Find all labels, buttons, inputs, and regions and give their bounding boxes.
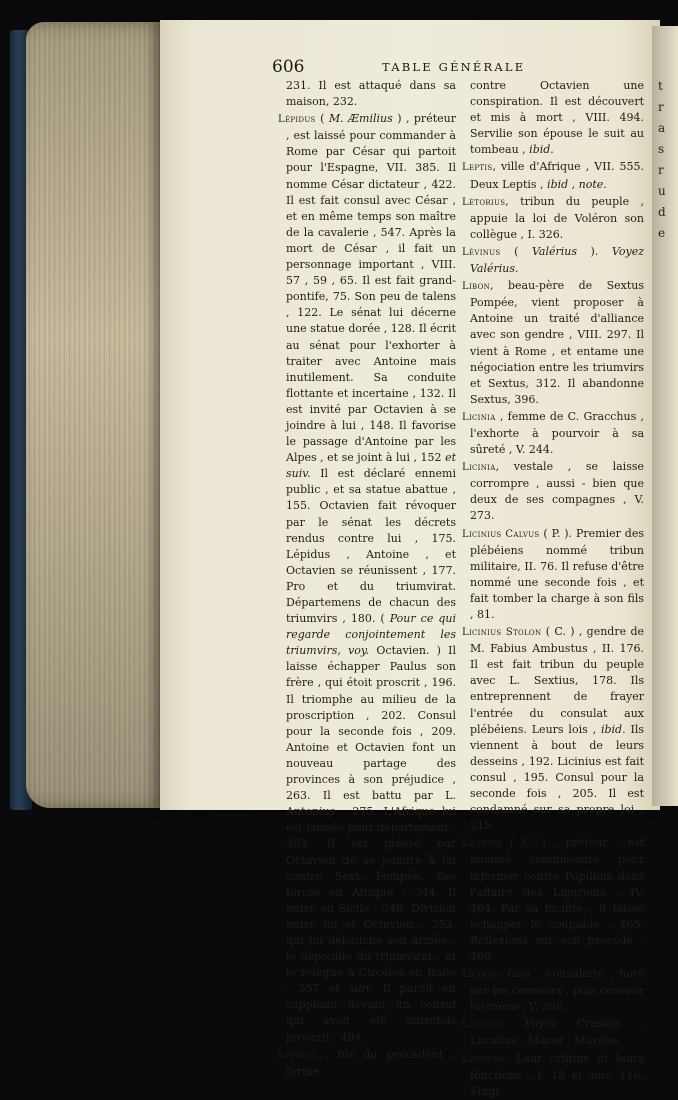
facing-page-letter: r (658, 100, 664, 114)
facing-page-letter: a (658, 121, 666, 135)
index-entry-text: , vestale , se laisse corrompre , aussi - bien que deux de ses compagnes , V. 273. (470, 460, 644, 523)
facing-page-letter: s (658, 142, 665, 156)
index-entry (462, 1016, 644, 1049)
page-header (272, 57, 647, 77)
index-entry (462, 409, 644, 458)
index-entry-text: . Voyez Crassus , Lucullus , Macer , Muréna. (470, 1017, 644, 1048)
index-entry-text: ( P. ). Premier des plébéiens nommé tribun militaire, II. 76. Il refuse d'être nommé une seconde fois , et fait tomber la charge à son fils , 81. (470, 526, 644, 621)
index-entry (462, 1051, 644, 1100)
index-entry-text: contre Octavien une conspiration. Il est découvert et mis à mort , VIII. 494. Servilie son épouse le suit au tombeau , ibid. (470, 79, 644, 157)
index-entry-text: , fils du précédent , forme (286, 1047, 456, 1078)
index-column-right (462, 78, 644, 1100)
index-headword: Licinius Calvus (462, 528, 540, 540)
index-headword: Licinia (462, 462, 496, 474)
index-entry-text: ( C. ) , gendre de M. Fabius Ambustus , II. 176. Il est fait tribun du peuple avec L. Sextius, 178. Ils entreprennent de frayer l'entrée du consulat aux plébéiens. Leurs lois , ibid. Ils viennent à bout de leurs desseins , 192. Licinius est fait consul , 195. Consul pour la seconde fois , 205. Il est condamné sur sa propre loi , 215. (470, 625, 645, 833)
index-entry (462, 278, 644, 408)
index-entry (278, 78, 456, 110)
index-entry (278, 111, 456, 1045)
facing-page-letter: e (658, 226, 666, 240)
index-headword: Leptis (462, 162, 493, 174)
index-entry-text: , femme de C. Gracchus , l'exhorte à pourvoir à sa sûreté , V. 244. (470, 409, 644, 457)
index-entry-text: , ville d'Afrique , VII. 555. Deux Leptis , ibid , note. (470, 160, 644, 191)
facing-page-letter: r (658, 163, 664, 177)
index-entry-text: , beau-père de Sextus Pompée, vient proposer à Antoine un traité d'alliance avec son gendre , VIII. 297. Il vient à Rome , et entame une négociation entre les triumvirs et Sextus, 312. Il abandonne Sextus, 396. (470, 279, 644, 406)
page-number: 606 (272, 57, 305, 77)
index-headword: Libon (462, 281, 491, 293)
facing-page-letter: t (658, 79, 663, 93)
index-entry (462, 966, 644, 1015)
running-title: TABLE GÉNÉRALE (382, 60, 526, 74)
index-headword: Licinius Stolon (462, 627, 542, 639)
index-column-left (278, 78, 456, 1080)
index-entry (462, 624, 644, 834)
index-headword: Lépidus (278, 114, 316, 126)
index-entry (278, 1047, 456, 1080)
index-entry (462, 459, 644, 524)
index-headword: Lévinus (462, 246, 501, 258)
index-entry-text: ( M. Æmilius ) , préteur , est laissé pour commander à Rome par César qui partoit pour l'Espagne, VII. 385. Il nomme César dictateur , 422. Il est fait consul avec César , et en même temps son maître de la cavalerie , 547. Après la mort de César , il fait un personnage important , VIII. 57 , 59 , 65. Il est fait grand-pontife, 75. Son peu de talens , 122. Le sénat lui décerne une statue dorée , 128. Il écrit au sénat pour l'exhorter à traiter avec Antoine mais inutilement. Sa conduite flottante et incertaine , 132. Il est invité par Octavien à se joindre à lui , 148. Il favorise le passage d'Antoine par les Alpes , et se joint à lui , 152 et suiv. Il est déclaré ennemi public , et sa statue abattue , 155. Octavien fait révoquer par le sénat les décrets rendus contre lui , 175. Lépidus , Antoine , et Octavien se réunissent , 177. Pro et du triumvirat. Départemens de chacun des triumvirs , 180. ( Pour ce qui regarde conjointement les triumvirs, voy. Octavien. ) Il laisse échapper Paulus son frère , qui étoit proscrit , 196. Il triomphe au milieu de la proscription , 202. Consul pour la seconde fois , 209. Antoine et Octavien font un nouveau partage des provinces à son préjudice , 263. Il est battu par L. Antonius , 275. L'Afrique lui est laissée pour département , 303. Il est pressé par Octavien de se joindre à lui contre Sext. Pompée. Ses forces en Afrique , 344. Il entre en Sicile , 348. Division entre lui et Octavien , 353, qui lui débauche son armée , le dépouille du triumvirat , et le relègue à Circéies en Italie , 357 et suiv. Il paroît en suppliant devant un consul qui avoit été autrefois proscrit , 494. (286, 112, 457, 1044)
facing-page-edge (652, 26, 678, 806)
index-headword: Lépidus (278, 1049, 316, 1061)
index-headword: Licinia (462, 411, 496, 423)
index-headword: Licinius (462, 838, 502, 850)
index-headword: Licinius (462, 1019, 502, 1031)
facing-page-letter: d (658, 205, 666, 219)
index-entry (462, 194, 644, 243)
index-entry-text: ( C. ) , préteur , est nommé commissaire pour informer contre Popillius dans l'affaire des Liguriens , IV. 464. Par sa facilité , il laisse échapper le coupable , 465. Réflexions sur son procédé , 466. (470, 836, 644, 963)
page-edges (26, 22, 176, 808)
facing-page-fragment (658, 76, 666, 244)
index-entry (462, 78, 644, 158)
index-entry-text: ( Valérius ). Voyez Valérius. (470, 244, 644, 276)
index-entry-text: . Leur origine et leurs fonctions , I. 18 et suiv. 116. Vingt- (470, 1051, 644, 1098)
index-entry-text: , consulaire , noté par les censeurs , puis censeur lui-même, V. 268. (470, 967, 645, 1014)
index-entry (462, 244, 644, 277)
index-entry-text: 231. Il est attaqué dans sa maison, 232. (286, 79, 456, 109)
index-headword: Licteurs (462, 1053, 505, 1065)
facing-page-letter: u (658, 184, 666, 198)
index-entry (462, 835, 644, 965)
index-headword: Licinius Géta (462, 969, 531, 981)
index-entry-text: , tribun du peuple , appuie la loi de Voléron son collègue , I. 326. (470, 194, 644, 241)
index-headword: Létorius (462, 196, 506, 208)
index-entry (462, 159, 644, 192)
index-entry (462, 526, 644, 624)
